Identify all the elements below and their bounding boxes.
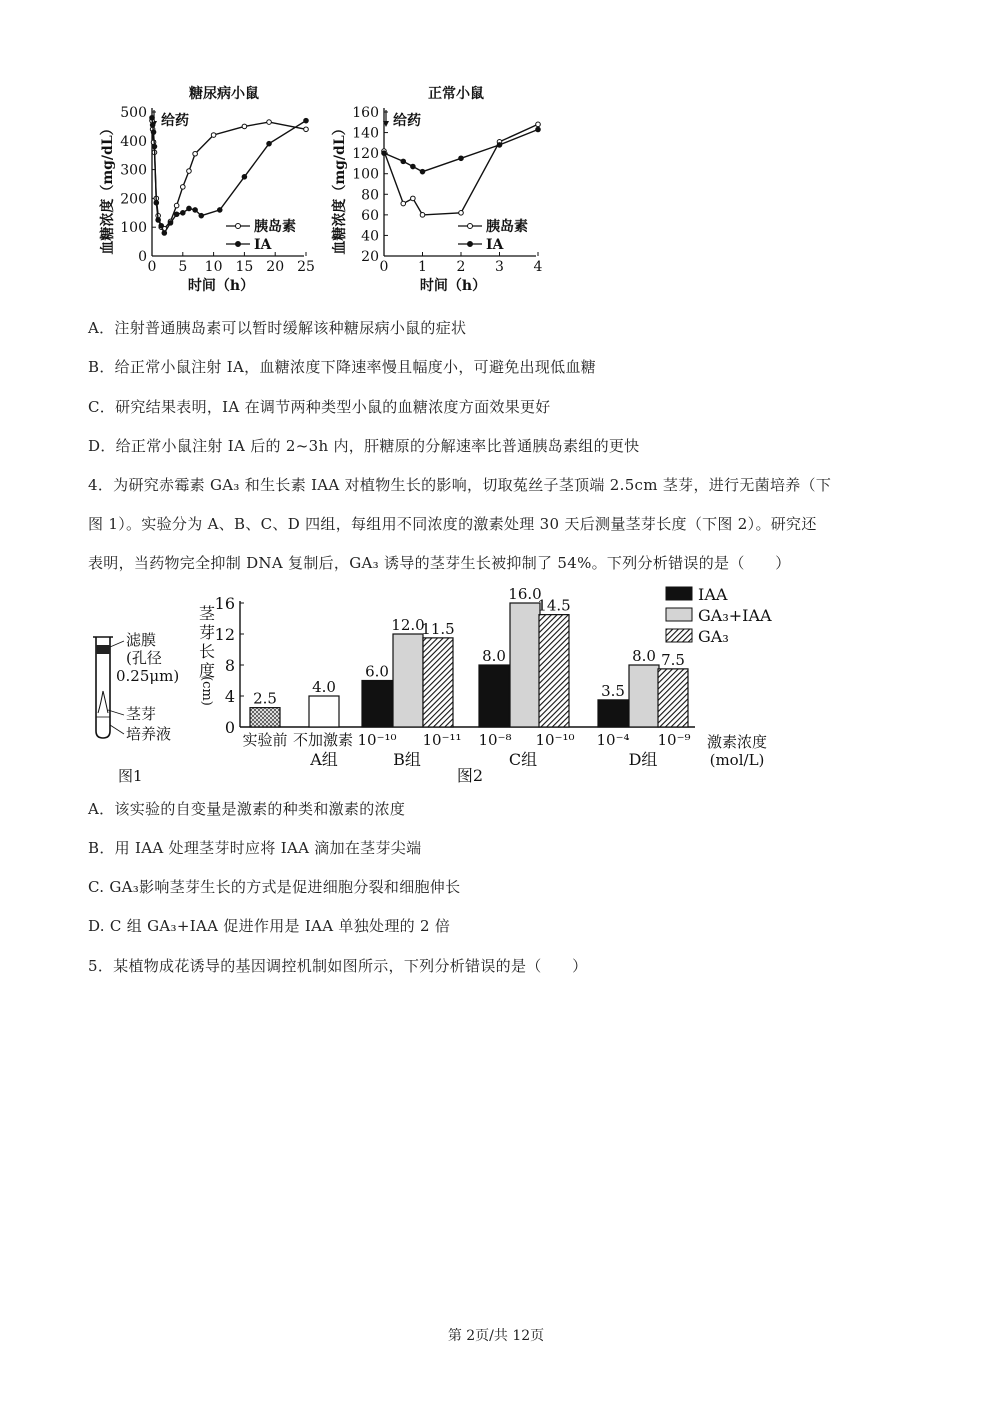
x-tick-label: 10⁻⁸ bbox=[478, 731, 512, 749]
legend-label: GA₃ bbox=[698, 627, 729, 646]
data-point bbox=[304, 118, 309, 123]
dose-annotation: 给药 bbox=[393, 113, 421, 129]
data-point bbox=[401, 159, 406, 164]
q4-stem-line-1: 4．为研究赤霉素 GA₃ 和生长素 IAA 对植物生长的影响，切取菟丝子茎顶端 2.5cm 茎芽，进行无菌培养（下 bbox=[88, 476, 832, 494]
data-point bbox=[174, 212, 179, 217]
x-tick-label: 1 bbox=[418, 259, 427, 275]
legend-label: 胰岛素 bbox=[486, 219, 528, 235]
y-tick-label: 20 bbox=[361, 249, 379, 265]
data-point bbox=[156, 218, 161, 223]
stem-bud-label: 茎芽 bbox=[126, 705, 157, 723]
q5-stem: 5．某植物成花诱导的基因调控机制如图所示，下列分析错误的是（ ） bbox=[88, 957, 588, 975]
x-axis-label: 时间（h） bbox=[187, 278, 255, 294]
chart-title: 正常小鼠 bbox=[428, 86, 484, 102]
y-tick-label: 12 bbox=[214, 625, 235, 644]
bar-value-label: 8.0 bbox=[632, 647, 656, 665]
x-tick-label: 0 bbox=[147, 259, 157, 275]
bar-value-label: 4.0 bbox=[312, 678, 336, 696]
diabetic-mouse-chart bbox=[90, 78, 322, 306]
y-axis-label-char: 茎 bbox=[198, 604, 216, 623]
series-line-胰岛素 bbox=[384, 124, 538, 215]
stem-length-bar-chart bbox=[190, 585, 790, 790]
data-point bbox=[187, 206, 192, 211]
data-point bbox=[154, 200, 159, 205]
data-point bbox=[181, 211, 186, 216]
data-point bbox=[536, 122, 541, 127]
x-tick-label: 15 bbox=[235, 259, 254, 275]
data-point bbox=[193, 208, 198, 213]
y-tick-label: 400 bbox=[120, 133, 147, 150]
data-point bbox=[187, 169, 192, 174]
y-tick-label: 4 bbox=[224, 687, 235, 706]
y-axis-label-char: 芽 bbox=[198, 623, 216, 642]
q4-option-a: A．该实验的自变量是激素的种类和激素的浓度 bbox=[88, 800, 406, 818]
group-label: B组 bbox=[393, 750, 421, 769]
x-tick-label: 10⁻¹¹ bbox=[422, 731, 462, 749]
bar bbox=[629, 665, 659, 727]
data-point bbox=[150, 123, 155, 128]
data-point bbox=[199, 213, 204, 218]
q3-option-c: C．研究结果表明，IA 在调节两种类型小鼠的血糖浓度方面效果更好 bbox=[88, 398, 551, 416]
data-point bbox=[536, 127, 541, 132]
group-label: C组 bbox=[508, 750, 538, 769]
data-point bbox=[304, 127, 309, 132]
y-axis-label-char: 度 bbox=[198, 661, 216, 680]
x-tick-label: 5 bbox=[178, 259, 188, 275]
data-point bbox=[267, 141, 272, 146]
bar-value-label: 2.5 bbox=[253, 689, 277, 708]
data-point bbox=[162, 231, 167, 236]
data-point bbox=[151, 130, 156, 135]
x-tick-label: 25 bbox=[297, 259, 315, 275]
data-point bbox=[152, 144, 157, 149]
bar bbox=[362, 681, 392, 728]
x-tick-label: 10⁻⁴ bbox=[596, 731, 630, 749]
x-tick-label: 实验前 bbox=[242, 731, 288, 749]
group-label: D组 bbox=[628, 750, 658, 769]
y-axis-label-char: (cm) bbox=[199, 676, 214, 706]
x-tick-label: 3 bbox=[495, 259, 504, 275]
q4-option-d: D. C 组 GA₃+IAA 促进作用是 IAA 单独处理的 2 倍 bbox=[88, 917, 451, 935]
legend-label: IAA bbox=[698, 585, 728, 604]
legend-label: IA bbox=[486, 237, 504, 253]
data-point bbox=[382, 151, 387, 156]
x-tick-label: 10 bbox=[204, 259, 223, 275]
y-axis-label-char: 长 bbox=[198, 642, 216, 661]
bar bbox=[309, 696, 339, 727]
bar bbox=[598, 700, 628, 727]
legend-swatch bbox=[666, 587, 692, 600]
fig2-label: 图2 bbox=[456, 766, 484, 785]
y-tick-label: 60 bbox=[361, 207, 379, 224]
data-point bbox=[420, 213, 425, 218]
data-point bbox=[459, 211, 464, 216]
x-tick-label: 20 bbox=[266, 259, 285, 275]
normal-mouse-chart bbox=[322, 78, 554, 306]
fig1-label: 图1 bbox=[118, 767, 143, 785]
data-point bbox=[168, 221, 173, 226]
q4-stem-line-2: 图 1）。实验分为 A、B、C、D 四组，每组用不同浓度的激素处理 30 天后测量茎芽长度（下图 2）。研究还 bbox=[88, 515, 817, 533]
bar bbox=[510, 603, 540, 727]
bar bbox=[250, 708, 280, 727]
bar-value-label: 16.0 bbox=[508, 585, 542, 603]
y-axis-label: 血糖浓度（mg/dL） bbox=[100, 121, 116, 255]
y-axis-label: 血糖浓度（mg/dL） bbox=[332, 121, 348, 255]
bar-value-label: 3.5 bbox=[601, 681, 625, 700]
data-point bbox=[411, 196, 416, 201]
data-point bbox=[267, 120, 272, 125]
bar-value-label: 12.0 bbox=[391, 616, 425, 634]
legend-marker bbox=[236, 242, 241, 247]
data-point bbox=[242, 124, 247, 129]
x-axis-label: 激素浓度 bbox=[706, 733, 768, 751]
filter-membrane-label: 滤膜 bbox=[126, 631, 157, 649]
y-tick-label: 40 bbox=[361, 228, 379, 245]
legend-label: 胰岛素 bbox=[254, 219, 296, 235]
legend-swatch bbox=[666, 629, 692, 642]
chart-title: 糖尿病小鼠 bbox=[189, 86, 259, 102]
data-point bbox=[242, 175, 247, 180]
data-point bbox=[181, 185, 186, 190]
bar bbox=[539, 615, 569, 727]
x-tick-label: 10⁻¹⁰ bbox=[535, 731, 575, 749]
data-point bbox=[174, 203, 179, 208]
q3-option-d: D．给正常小鼠注射 IA 后的 2~3h 内，肝糖原的分解速率比普通胰岛素组的更快 bbox=[88, 437, 640, 455]
data-point bbox=[401, 201, 406, 206]
q4-option-b: B．用 IAA 处理茎芽时应将 IAA 滴加在茎芽尖端 bbox=[88, 839, 422, 857]
data-point bbox=[217, 208, 222, 213]
y-tick-label: 16 bbox=[214, 594, 235, 613]
q4-stem-line-3: 表明，当药物完全抑制 DNA 复制后，GA₃ 诱导的茎芽生长被抑制了 54%。下列分析错误的是（ ） bbox=[88, 554, 791, 572]
y-tick-label: 300 bbox=[120, 162, 147, 179]
bar-value-label: 14.5 bbox=[537, 596, 571, 615]
legend-swatch bbox=[666, 608, 692, 621]
y-tick-label: 100 bbox=[120, 220, 147, 237]
pore-size-label-1: (孔径 bbox=[126, 649, 162, 667]
bar bbox=[479, 665, 509, 727]
x-axis-unit: (mol/L) bbox=[709, 751, 765, 769]
data-point bbox=[211, 133, 216, 138]
bar-value-label: 8.0 bbox=[482, 647, 506, 665]
data-point bbox=[159, 223, 164, 228]
legend-label: GA₃+IAA bbox=[698, 606, 772, 625]
x-tick-label: 不加激素 bbox=[292, 731, 354, 749]
y-tick-label: 140 bbox=[352, 125, 379, 142]
pore-size-label-2: 0.25μm) bbox=[116, 667, 180, 685]
bar bbox=[423, 638, 453, 727]
legend-label: IA bbox=[254, 237, 272, 253]
legend-marker bbox=[468, 224, 473, 229]
bar bbox=[393, 634, 423, 727]
q3-option-b: B．给正常小鼠注射 IA，血糖浓度下降速率慢且幅度小，可避免出现低血糖 bbox=[88, 358, 597, 376]
dose-annotation: 给药 bbox=[161, 113, 189, 129]
x-axis-label: 时间（h） bbox=[419, 278, 487, 294]
series-line-IA bbox=[384, 130, 538, 172]
data-point bbox=[193, 151, 198, 156]
q3-option-a: A．注射普通胰岛素可以暂时缓解该种糖尿病小鼠的症状 bbox=[88, 319, 467, 337]
y-tick-label: 80 bbox=[361, 187, 379, 204]
bar-value-label: 6.0 bbox=[365, 662, 389, 681]
y-tick-label: 120 bbox=[352, 146, 379, 163]
y-tick-label: 100 bbox=[352, 166, 379, 183]
y-tick-label: 8 bbox=[224, 656, 235, 675]
data-point bbox=[420, 169, 425, 174]
y-tick-label: 200 bbox=[120, 191, 147, 208]
bar-value-label: 11.5 bbox=[421, 619, 455, 638]
y-tick-label: 0 bbox=[138, 249, 147, 265]
data-point bbox=[411, 164, 416, 169]
bar bbox=[658, 669, 688, 727]
x-tick-label: 4 bbox=[533, 259, 543, 275]
x-tick-label: 10⁻⁹ bbox=[657, 731, 691, 749]
group-label: A组 bbox=[310, 750, 338, 769]
q4-option-c: C. GA₃影响茎芽生长的方式是促进细胞分裂和细胞伸长 bbox=[88, 878, 461, 896]
data-point bbox=[459, 156, 464, 161]
data-point bbox=[497, 143, 502, 148]
legend-marker bbox=[468, 242, 473, 247]
page-footer: 第 2页/共 12页 bbox=[447, 1328, 545, 1344]
data-point bbox=[150, 115, 155, 120]
y-tick-label: 160 bbox=[352, 105, 379, 121]
y-tick-label: 0 bbox=[224, 718, 235, 737]
x-tick-label: 0 bbox=[379, 259, 389, 275]
legend-marker bbox=[236, 224, 241, 229]
x-tick-label: 10⁻¹⁰ bbox=[357, 731, 397, 749]
bar-value-label: 7.5 bbox=[661, 650, 685, 669]
y-tick-label: 500 bbox=[120, 105, 147, 121]
x-tick-label: 2 bbox=[456, 259, 466, 275]
culture-medium-label: 培养液 bbox=[126, 725, 172, 743]
